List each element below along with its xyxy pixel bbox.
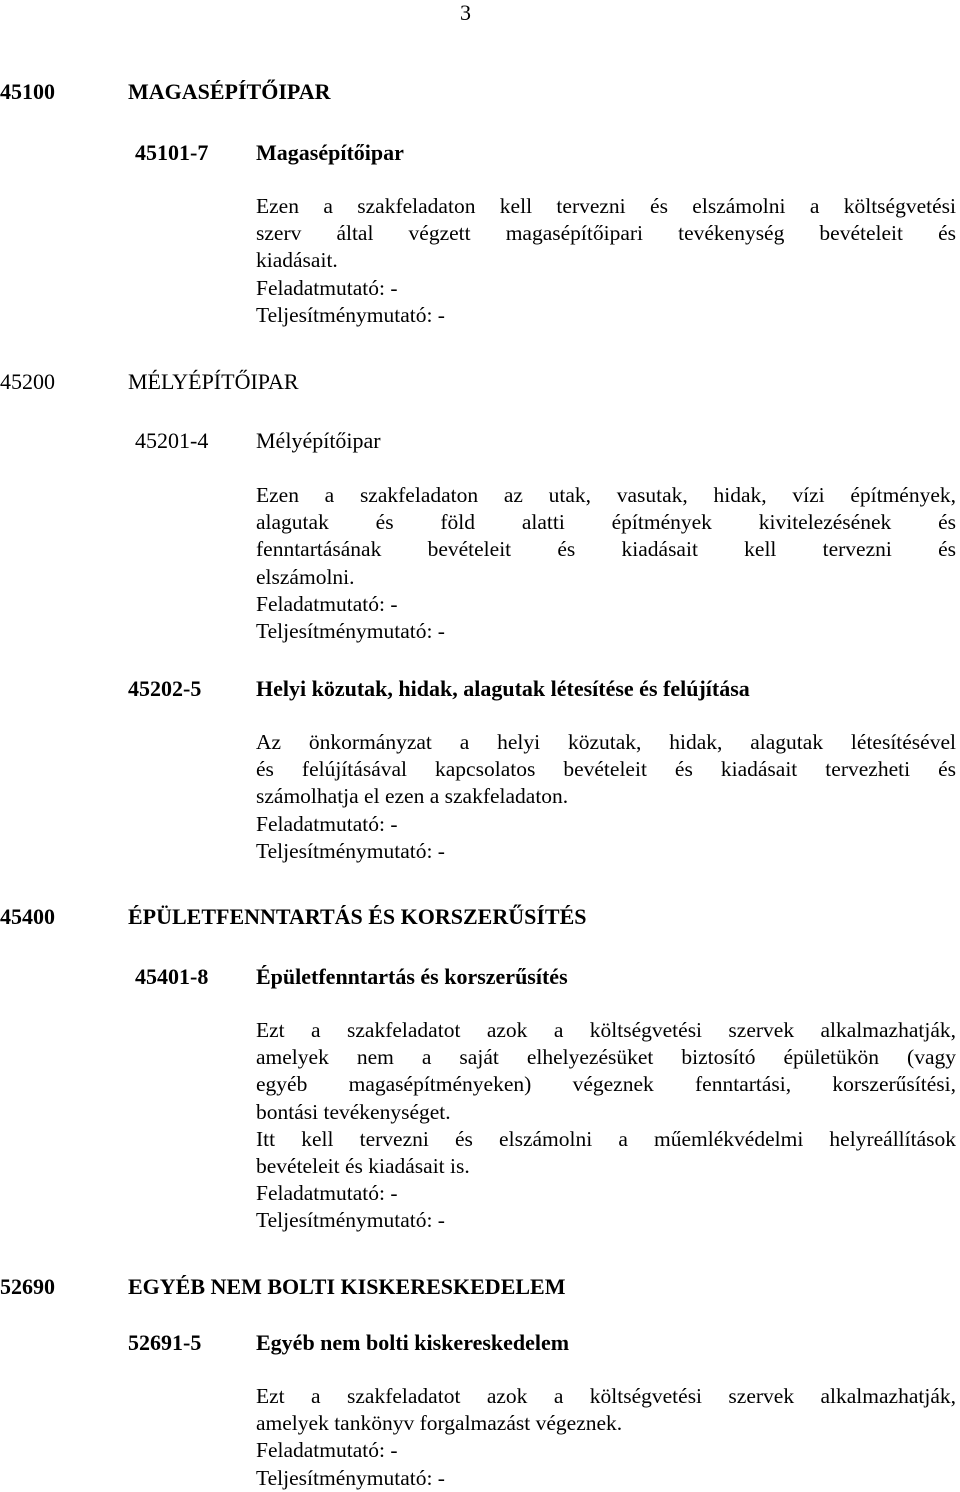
description-line: Ezt a szakfeladatot azok a költségvetési szervek alkalmazhatják, <box>256 1018 956 1042</box>
subsection-title: Magasépítőipar <box>256 140 404 165</box>
description-line: Itt kell tervezni és elszámolni a műemlékvédelmi helyreállítások <box>256 1126 956 1151</box>
subsection-description <box>256 482 956 645</box>
subsection-code: 45101-7 <box>135 140 209 165</box>
subsection-title: Mélyépítőipar <box>256 428 381 453</box>
section-code: 45400 <box>0 904 55 929</box>
section-code: 52690 <box>0 1274 55 1299</box>
description-line: egyéb magasépítményeken) végeznek fenntartási, korszerűsítési, <box>256 1072 956 1097</box>
description-line: Ezen a szakfeladaton az utak, vasutak, hidak, vízi építmények, <box>256 483 956 507</box>
section-title: MAGASÉPÍTŐIPAR <box>128 79 331 104</box>
section-code: 45100 <box>0 79 55 104</box>
description-line: kiadásait. <box>256 248 338 273</box>
subsection-description <box>256 1017 956 1235</box>
teljesitmenymutato-label: Teljesítménymutató: - <box>256 838 445 863</box>
section-title: EGYÉB NEM BOLTI KISKERESKEDELEM <box>128 1274 566 1299</box>
description-line: szerv által végzett magasépítőipari tevékenység bevételeit és <box>256 221 956 246</box>
page-number: 3 <box>460 0 471 25</box>
subsection-code: 45201-4 <box>135 428 209 453</box>
description-line: elszámolni. <box>256 564 355 589</box>
teljesitmenymutato-label: Teljesítménymutató: - <box>256 1208 445 1233</box>
teljesitmenymutato-label: Teljesítménymutató: - <box>256 619 445 644</box>
subsection-title: Helyi közutak, hidak, alagutak létesítése és felújítása <box>256 676 750 701</box>
description-line: alagutak és föld alatti építmények kivitelezésének és <box>256 510 956 535</box>
subsection-title: Épületfenntartás és korszerűsítés <box>256 964 568 989</box>
subsection-description <box>256 1383 956 1492</box>
subsection-description <box>256 729 956 865</box>
subsection-code: 45401-8 <box>135 964 209 989</box>
description-line: Ezen a szakfeladaton kell tervezni és elszámolni a költségvetési <box>256 194 956 218</box>
description-line: bevételeit és kiadásait is. <box>256 1154 470 1179</box>
description-line: fenntartásának bevételeit és kiadásait kell tervezni és <box>256 537 956 562</box>
description-line: Az önkormányzat a helyi közutak, hidak, alagutak létesítésével <box>256 730 956 754</box>
description-line: bontási tevékenységet. <box>256 1099 451 1124</box>
feladatmutato-label: Feladatmutató: - <box>256 811 398 836</box>
feladatmutato-label: Feladatmutató: - <box>256 275 398 300</box>
description-line: Ezt a szakfeladatot azok a költségvetési szervek alkalmazhatják, <box>256 1384 956 1408</box>
feladatmutato-label: Feladatmutató: - <box>256 1181 398 1206</box>
subsection-code: 45202-5 <box>128 676 202 701</box>
description-line: amelyek tankönyv forgalmazást végeznek. <box>256 1411 623 1436</box>
feladatmutato-label: Feladatmutató: - <box>256 1438 398 1463</box>
subsection-title: Egyéb nem bolti kiskereskedelem <box>256 1330 570 1355</box>
teljesitmenymutato-label: Teljesítménymutató: - <box>256 1465 445 1490</box>
description-line: és felújításával kapcsolatos bevételeit és kiadásait tervezheti és <box>256 757 956 782</box>
subsection-description <box>256 193 956 329</box>
description-line: amelyek nem a saját elhelyezésüket biztosító épületükön (vagy <box>256 1045 956 1070</box>
description-line: számolhatja el ezen a szakfeladaton. <box>256 784 569 809</box>
section-title: ÉPÜLETFENNTARTÁS ÉS KORSZERŰSÍTÉS <box>128 904 587 929</box>
section-title: MÉLYÉPÍTŐIPAR <box>128 369 299 394</box>
section-code: 45200 <box>0 369 55 394</box>
teljesitmenymutato-label: Teljesítménymutató: - <box>256 302 445 327</box>
subsection-code: 52691-5 <box>128 1330 202 1355</box>
feladatmutato-label: Feladatmutató: - <box>256 591 398 616</box>
